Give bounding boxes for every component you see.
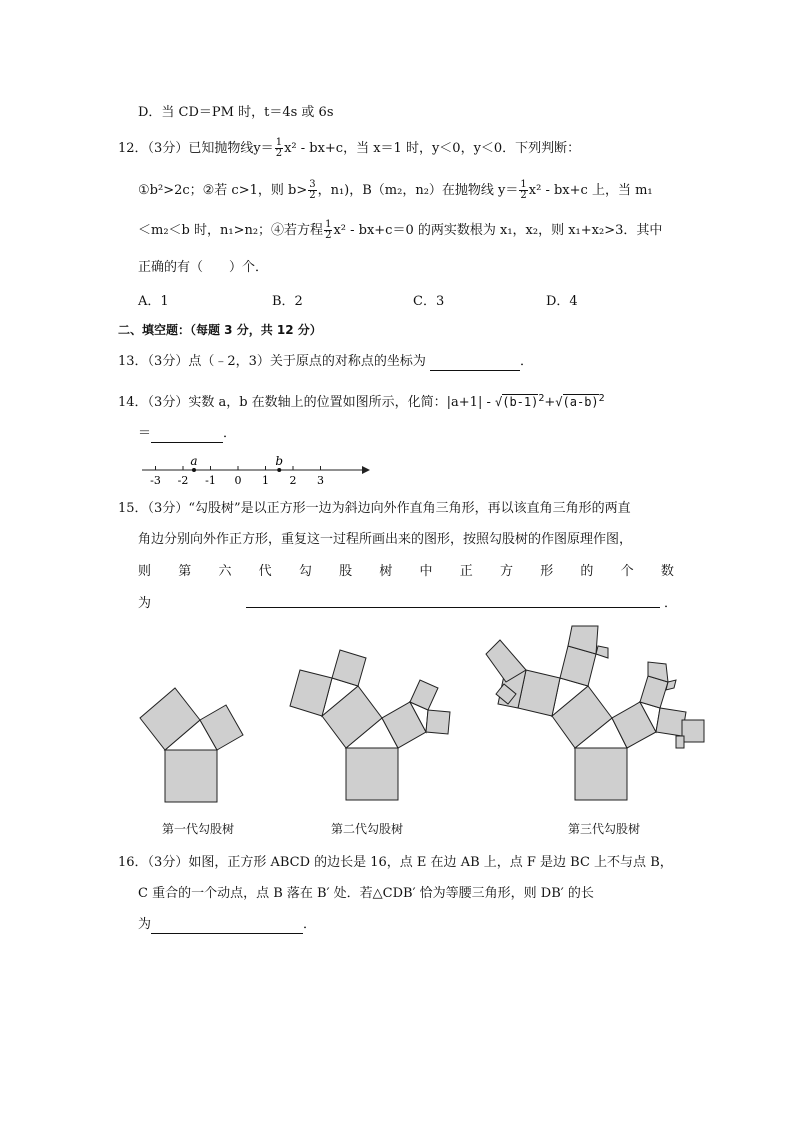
point-b-label: b bbox=[275, 454, 284, 468]
q16-line-2: C 重合的一个动点，点 B 落在 B′ 处．若△CDB′ 恰为等腰三角形，则 DB′ 的长 bbox=[138, 886, 594, 901]
q12-line3-a: ＜m₂＜b 时，n₁>n₂；④若方程 bbox=[138, 223, 324, 238]
q14-line-2: ＝ ． bbox=[138, 426, 237, 441]
q15-line-1: 15．（3分）“勾股树”是以正方形一边为斜边向外作直角三角形，再以该直角三角形的两直 bbox=[118, 501, 631, 516]
q15-char: 则 bbox=[138, 564, 152, 579]
tree2-rr-square bbox=[426, 710, 450, 734]
tree1-base-square bbox=[165, 750, 217, 802]
q15-line-2: 角边分别向外作正方形，重复这一过程所画出来的图形，按照勾股树的作图原理作图， bbox=[138, 532, 633, 547]
tick-label: 3 bbox=[317, 474, 324, 487]
q12-line3-b: x² - bx+c＝0 的两实数根为 x₁，x₂，则 x₁+x₂>3．其中 bbox=[333, 223, 663, 238]
tree-gen-2 bbox=[290, 650, 450, 800]
q12-option-c: C．3 bbox=[413, 294, 445, 309]
q15-char: 形 bbox=[540, 564, 554, 579]
q13-text: 13．（3分）点（﹣2，3）关于原点的对称点的坐标为 bbox=[118, 354, 426, 369]
q12-y-eq: y＝ bbox=[253, 141, 274, 156]
q16-line-1: 16．（3分）如图，正方形 ABCD 的边长是 16，点 E 在边 AB 上，点 F 是边 BC 上不与点 B， bbox=[118, 855, 673, 870]
half-fraction-2: $\frac{1}{2}$ bbox=[520, 179, 527, 201]
q12-line2-a: ①b²>2c；②若 c>1，则 b> bbox=[138, 183, 308, 198]
q12-line-4: 正确的有（ ）个． bbox=[138, 260, 269, 275]
q15-char: 中 bbox=[419, 564, 433, 579]
tree-gen-1 bbox=[140, 688, 243, 802]
q14-answer-blank bbox=[151, 428, 223, 443]
tree3-rr-child bbox=[682, 720, 704, 742]
q13-answer-blank bbox=[430, 356, 520, 371]
q15-char: 股 bbox=[339, 564, 353, 579]
point-b bbox=[277, 468, 281, 472]
q13: 13．（3分）点（﹣2，3）关于原点的对称点的坐标为 ． bbox=[118, 354, 534, 369]
tree2-base-square bbox=[346, 748, 398, 800]
q15-char: 的 bbox=[580, 564, 594, 579]
half-fraction-3: $\frac{1}{2}$ bbox=[325, 219, 332, 241]
half-fraction: $\frac{1}{2}$ bbox=[275, 137, 283, 159]
q14-line-1: 14．（3分）实数 a，b 在数轴上的位置如图所示，化简：$|a+1| - √(b-1)^2+√(a-b)^2$ bbox=[118, 393, 605, 410]
q12-tail-1: x² - bx+c，当 x＝1 时，y＜0，y＜0．下列判断： bbox=[284, 141, 581, 156]
sqrt-2: $√(a-b)^2$ bbox=[555, 393, 605, 409]
tick-label: -3 bbox=[150, 474, 161, 487]
number-line bbox=[138, 452, 378, 488]
q12-line-2 bbox=[138, 180, 653, 201]
tree3-rr-child-2 bbox=[676, 736, 684, 748]
q15-char: 勾 bbox=[298, 564, 312, 579]
q16-line-3: 为 ． bbox=[138, 917, 317, 932]
q15-char: 个 bbox=[620, 564, 634, 579]
tree-gen-3 bbox=[486, 626, 704, 800]
tree3-base-square bbox=[575, 748, 627, 800]
q15-char: 方 bbox=[499, 564, 513, 579]
q15-char: 六 bbox=[218, 564, 232, 579]
q12-lead: 12．（3分）已知抛物线 bbox=[118, 141, 254, 156]
page: D．当 CD＝PM 时，t＝4s 或 6s 12．（3分）已知抛物线y＝ $\frac{1}{2}$ x² - bx+c，当 x＝1 时，y＜0，y＜0．下列判断： ①b²>2c；②若 c>1，则 b> $\frac{3}{2}$ ，n₁)，B（m₂，n₂）在抛物线 y＝ $\frac{1}{2}$ x² - bx+c 上，当 m₁ ＜m₂＜b 时，n₁>n₂；④若方程 $\frac{1}{2}$ x² - bx+c＝0 的两实数根为 x₁，x₂，则 x₁+x₂>3．其中 正确的有（ ）个． A．1 B．2 C．3 D．4 二、填空题：（每题 3 分，共 12 分） 13．（3分）点（﹣2，3）关于原点的对称点的坐标为 ． 14．（3分）实数 a，b 在数轴上的位置如图所示，化简：$|a+1| - √(b-1)^2+√(a-b)^2$ ＝ ． -3 -2 -1 0 1 2 3 a b 15．（3分）“勾股树”是以正方形一边为斜边向外作直角三角形，再以该直角三角形的两直 角边分别向外作正方形，重复这一过程所画出来的图形，按照勾股树的作图原理作图， 则 第 六 代 勾 股 树 中 正 方 形 的 个 数 为 ． 第一代勾股树 第二代勾股树 第三代勾股树 16．（3分）如图，正方形 ABCD 的边长是 16，点 E 在边 AB 上，点 F 是边 BC 上不与点 B， C 重合的一个动点，点 B 落在 B′ 处．若△CDB′ 恰为等腰三角形，则 DB′ 的长 为 ． bbox=[0, 0, 794, 1123]
tree3-lr-child-2 bbox=[596, 646, 608, 658]
q15-char: 第 bbox=[178, 564, 192, 579]
q16-answer-blank bbox=[151, 919, 303, 934]
point-a-label: a bbox=[190, 454, 198, 468]
q12-line2-b: ，n₁)，B（m₂，n₂）在抛物线 y＝ bbox=[317, 183, 519, 198]
caption-gen-1: 第一代勾股树 bbox=[162, 822, 235, 836]
q12-line-3 bbox=[138, 220, 662, 241]
sqrt-1: $√(b-1)^2$ bbox=[495, 393, 545, 409]
q15-char: 数 bbox=[660, 564, 674, 579]
q15-line-3 bbox=[138, 563, 674, 581]
three-halves-fraction: $\frac{3}{2}$ bbox=[309, 179, 316, 201]
point-a bbox=[192, 468, 196, 472]
tick-label: -2 bbox=[177, 474, 189, 487]
caption-gen-3: 第三代勾股树 bbox=[568, 822, 641, 836]
q15-char: 正 bbox=[459, 564, 473, 579]
q11-option-d: D．当 CD＝PM 时，t＝4s 或 6s bbox=[138, 105, 334, 120]
tick-label: 2 bbox=[289, 474, 297, 487]
pythagoras-trees-figure bbox=[120, 620, 740, 820]
q15-answer-blank bbox=[246, 593, 660, 608]
q12-option-d: D．4 bbox=[546, 294, 578, 309]
q12-option-a: A．1 bbox=[138, 294, 169, 309]
q14-text: 14．（3分）实数 a，b 在数轴上的位置如图所示，化简：|a+1| - bbox=[118, 395, 491, 410]
q12-line-1 bbox=[118, 138, 580, 159]
q12-option-b: B．2 bbox=[272, 294, 303, 309]
q15-char: 树 bbox=[379, 564, 393, 579]
tick-label: 1 bbox=[262, 474, 269, 487]
number-line-arrow bbox=[362, 466, 370, 474]
caption-gen-2: 第二代勾股树 bbox=[331, 822, 404, 836]
section-2-title: 二、填空题：（每题 3 分，共 12 分） bbox=[118, 323, 322, 337]
q12-line2-c: x² - bx+c 上，当 m₁ bbox=[528, 183, 653, 198]
tick-label: -1 bbox=[205, 474, 216, 487]
tick-label: 0 bbox=[234, 474, 242, 487]
q15-char: 代 bbox=[258, 564, 272, 579]
q15-line-4: 为 bbox=[138, 596, 152, 611]
